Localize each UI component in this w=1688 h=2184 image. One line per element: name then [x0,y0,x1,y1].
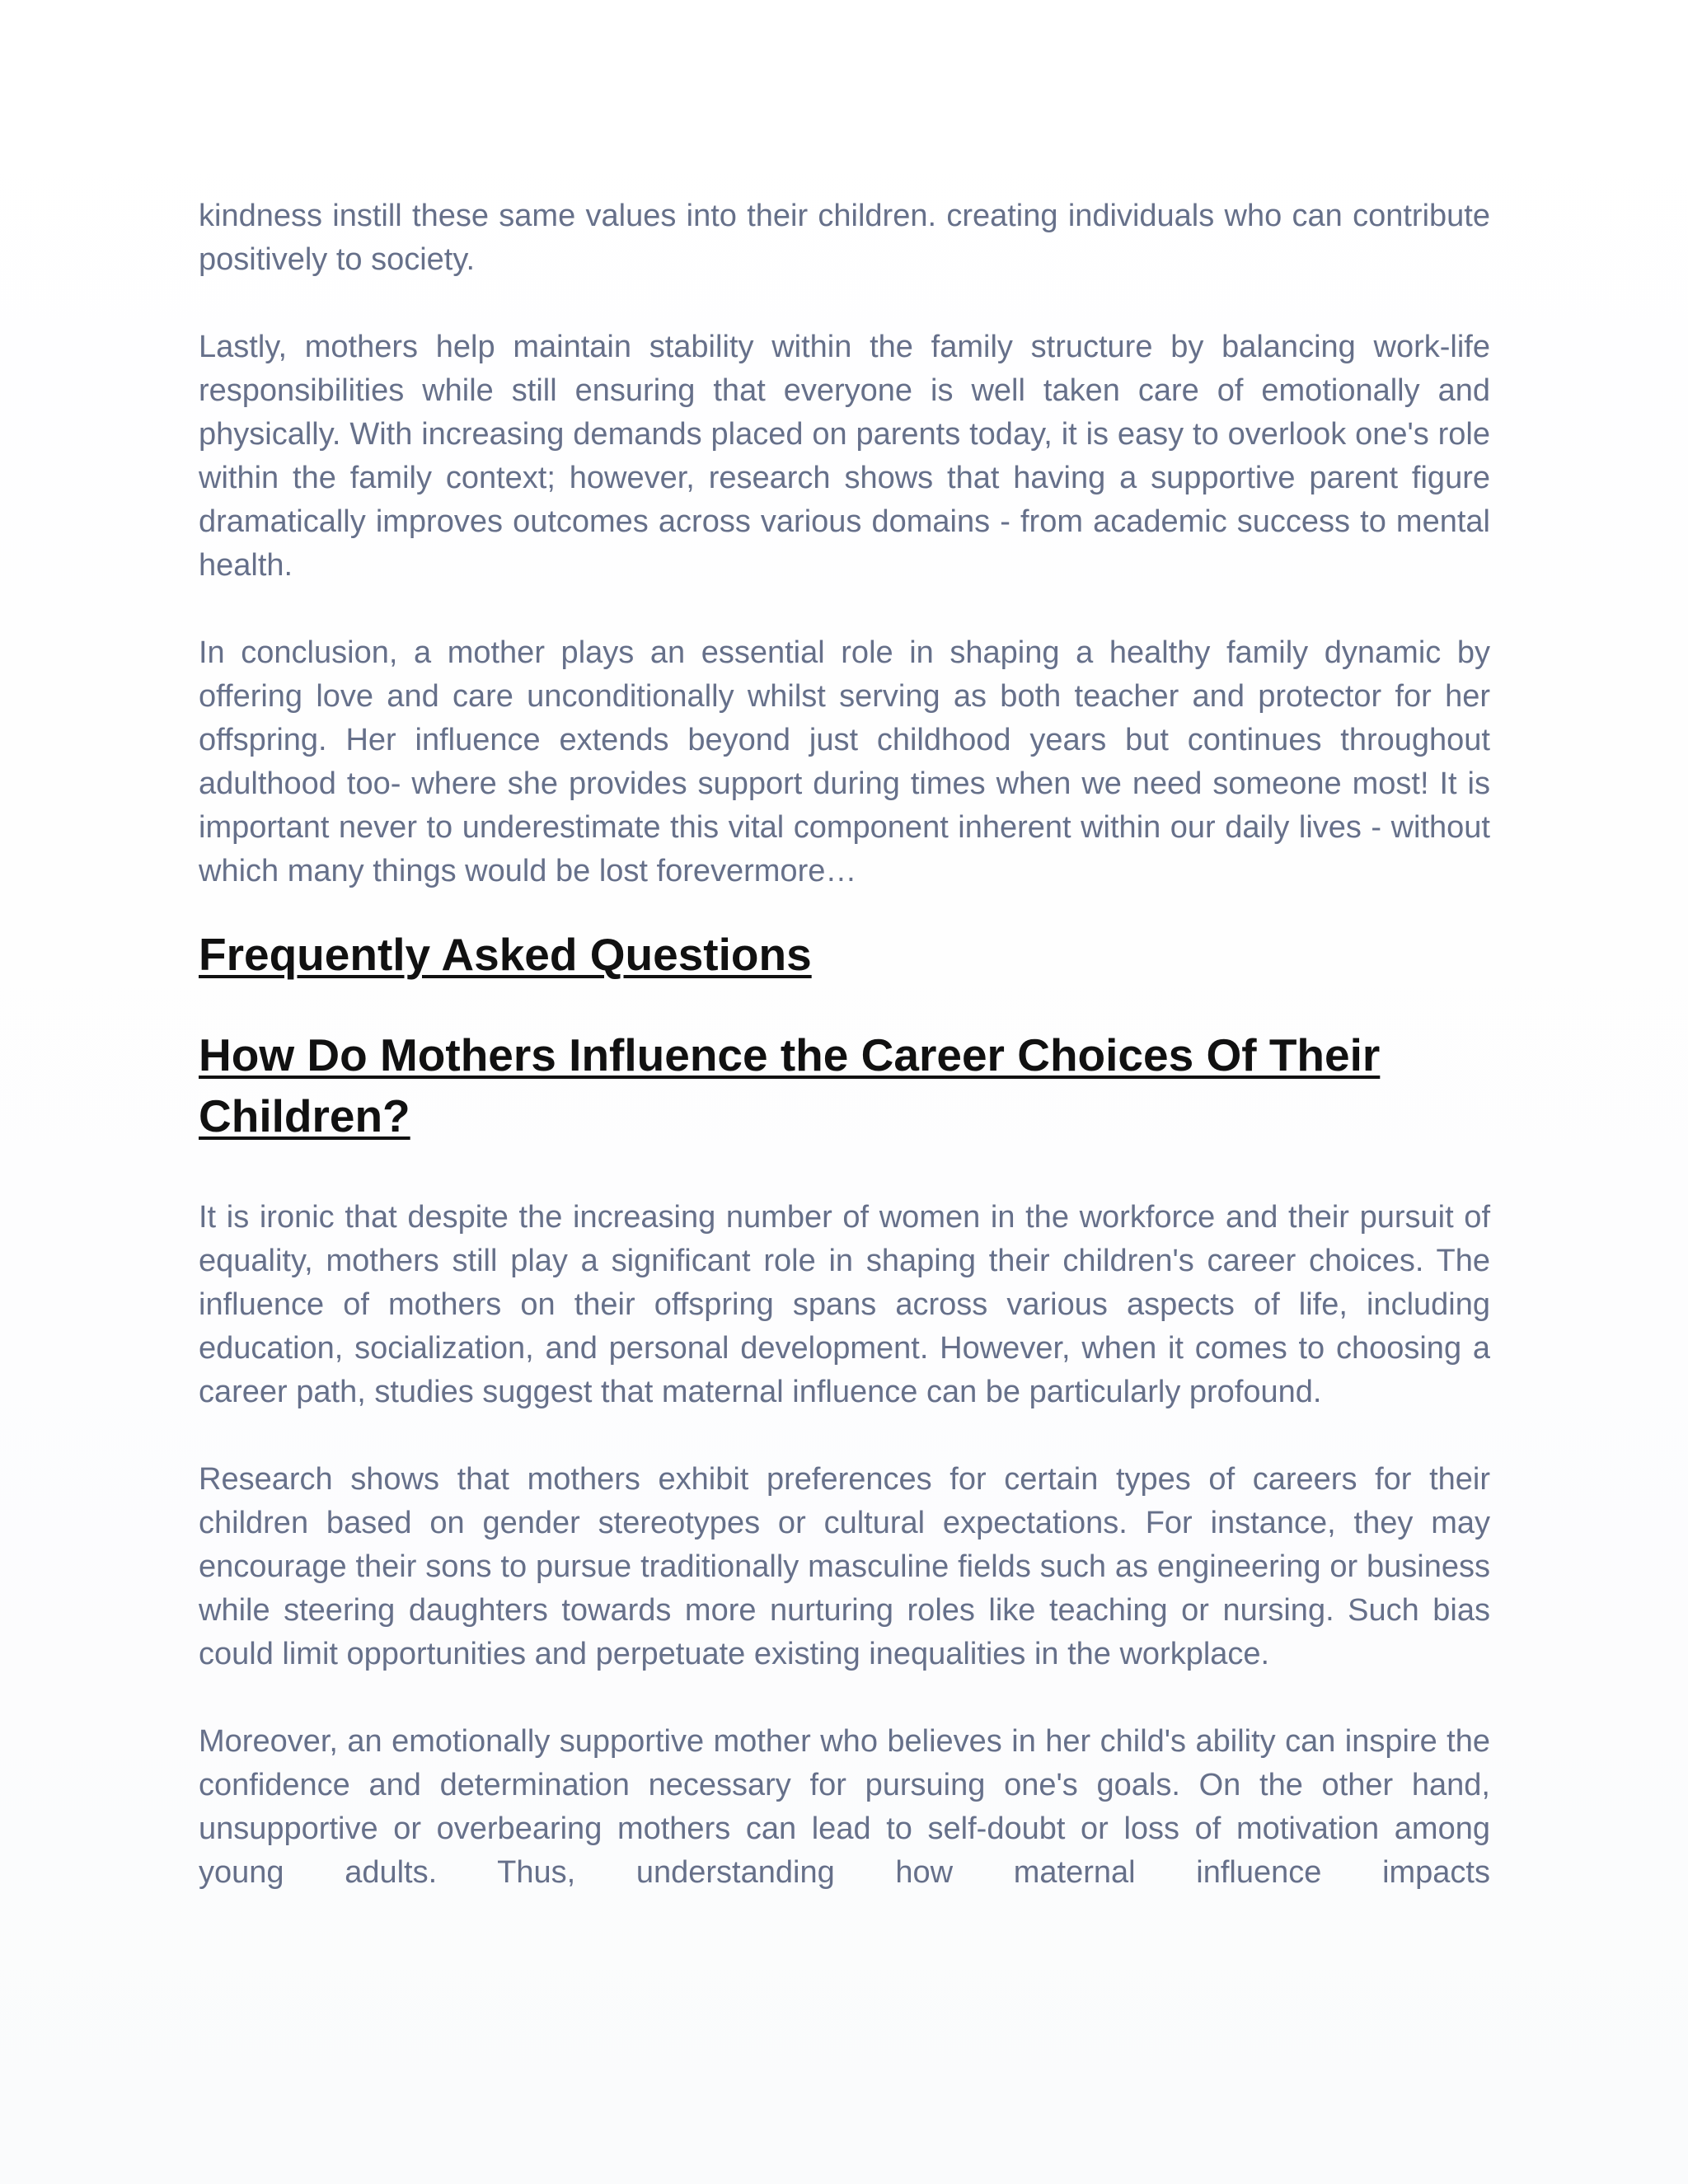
paragraph-conclusion: In conclusion, a mother plays an essential role in shaping a healthy family dynamic by offering love and care unconditionally whilst serving as both teacher and protector for her offspring. Her influence extends beyond just childhood years but continues throughout adulthood too- where she provides support during times when we need someone most! It is important never to underestimate this vital component inherent within our daily lives - without which many things would be lost forevermore… [199,635,1490,888]
paragraph-kindness: kindness instill these same values into their children. creating individuals who can contribute positively to society. [199,199,1490,277]
paragraph-irony: It is ironic that despite the increasing number of women in the workforce and their pursuit of equality, mothers still play a significant role in shaping their children's career choices. The influence of mothers on their offspring spans across various aspects of life, including education, socialization, and personal development. However, when it comes to choosing a career path, studies suggest that maternal influence can be particularly profound. [199,1200,1490,1409]
question-heading: How Do Mothers Influence the Career Choices Of Their Children? [199,1029,1381,1141]
paragraph-research: Research shows that mothers exhibit preferences for certain types of careers for their children based on gender stereotypes or cultural expectations. For instance, they may encourage their sons to pursue traditionally masculine fields such as engineering or business while steering daughters towards more nurturing roles like teaching or nursing. Such bias could limit opportunities and perpetuate existing inequalities in the workplace. [199,1462,1490,1671]
paragraph-supportive-mother: Moreover, an emotionally supportive mother who believes in her child's ability can inspire the confidence and determination necessary for pursuing one's goals. On the other hand, unsupportive or overbearing mothers can lead to self-doubt or loss of motivation among young adults. Thus, understanding how maternal influence impacts [199,1724,1490,1890]
document-content [199,194,1490,1938]
faq-heading: Frequently Asked Questions [199,929,812,980]
paragraph-stability: Lastly, mothers help maintain stability within the family structure by balancing work-life responsibilities while still ensuring that everyone is well taken care of emotionally and physically. With increasing demands placed on parents today, it is easy to overlook one's role within the family context; however, research shows that having a supportive parent figure dramatically improves outcomes across various domains - from academic success to mental health. [199,330,1490,583]
